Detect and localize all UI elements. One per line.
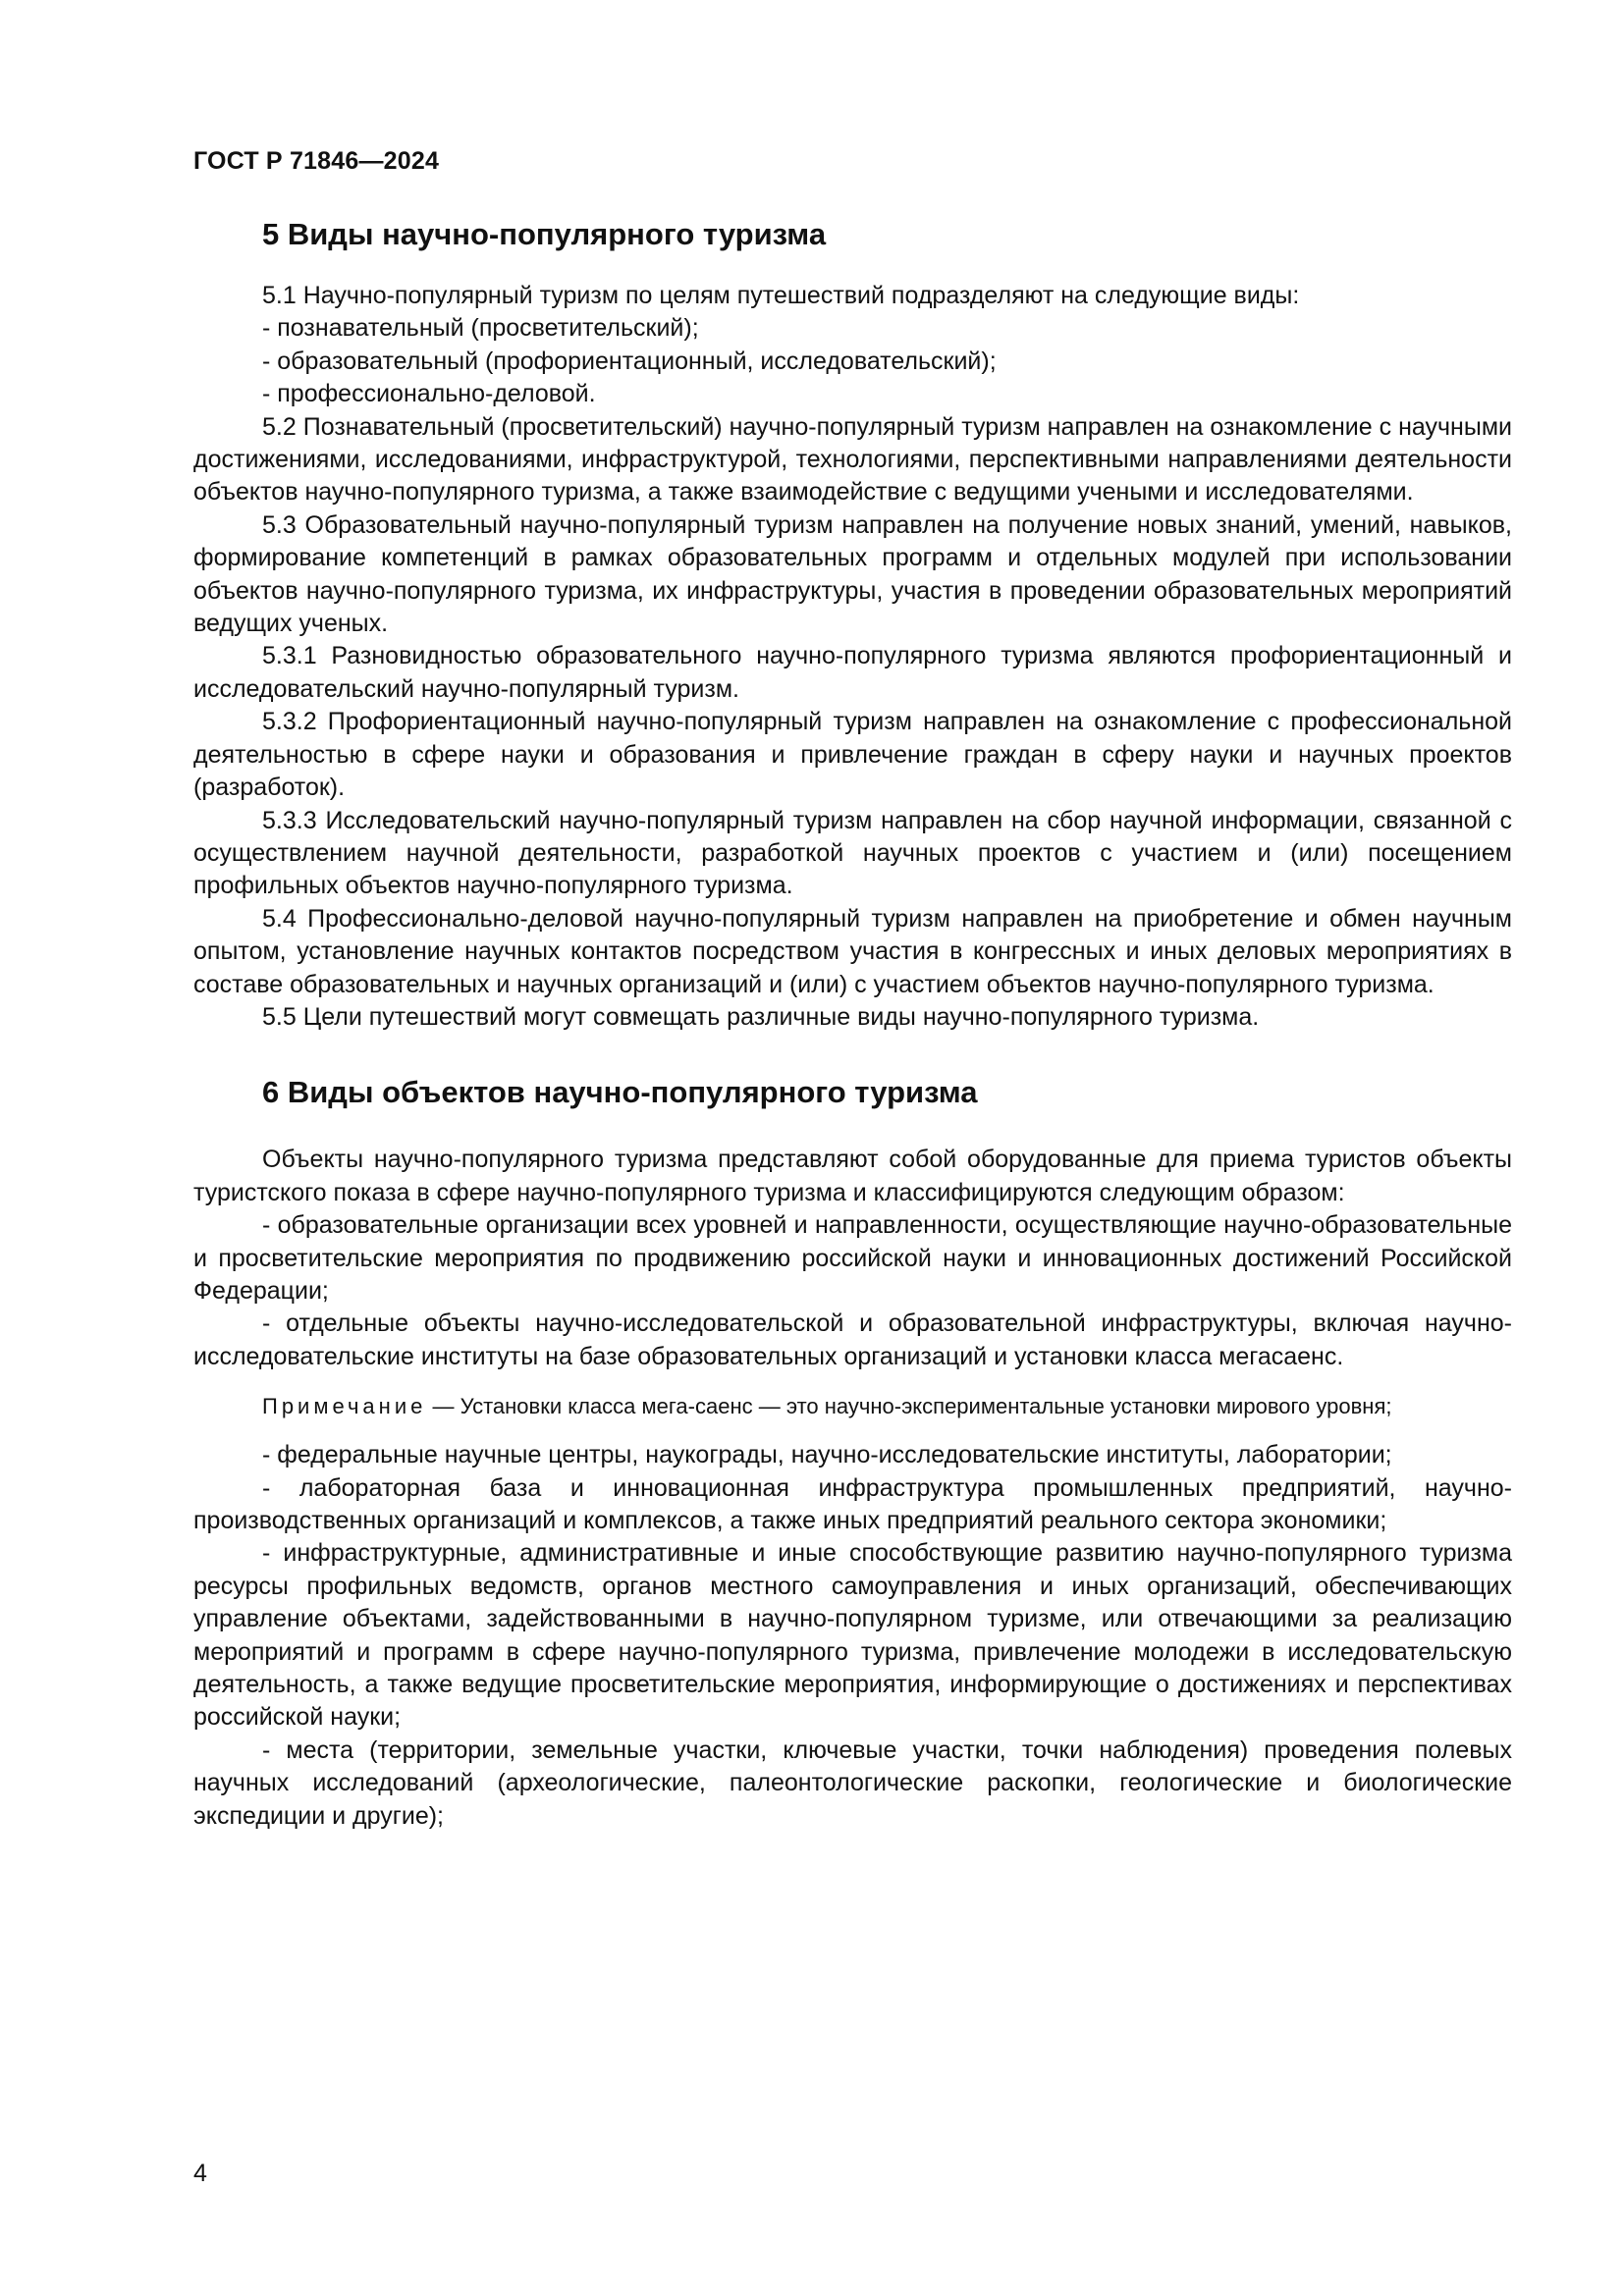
page-number: 4 bbox=[193, 2160, 207, 2187]
list-item-business: - профессионально-деловой. bbox=[262, 380, 596, 408]
paragraph-5-1: 5.1 Научно-популярный туризм по целям путешествий подразделяют на следующие виды: bbox=[262, 282, 1300, 309]
document-page bbox=[193, 147, 1512, 1833]
paragraph-5-3-1: 5.3.1 Разновидностью образовательного научно-популярного туризма являются профориентационный и исследовательский научно-популярный туризм. bbox=[193, 642, 1512, 703]
list-item: - федеральные научные центры, наукограды, научно-исследовательские институты, лаборатории; bbox=[262, 1441, 1392, 1469]
note bbox=[193, 1391, 1512, 1421]
paragraph-5-4: 5.4 Профессионально-деловой научно-популярный туризм направлен на приобретение и обмен научным опытом, установление научных контактов посредством участия в конгрессных и иных деловых мероприятиях в составе образовательных и научных организаций и (или) с участием объектов научно-популярного туризма. bbox=[193, 904, 1512, 998]
note-label: Примечание bbox=[262, 1394, 427, 1419]
paragraph-5-3-3: 5.3.3 Исследовательский научно-популярный туризм направлен на сбор научной информации, связанной с осуществлением научной деятельности, разработкой научных проектов с участием и (или) посещением профильных объектов научно-популярного туризма. bbox=[193, 806, 1512, 900]
section-5-title: 5 Виды научно-популярного туризма bbox=[262, 217, 827, 251]
paragraph-5-2: 5.2 Познавательный (просветительский) научно-популярный туризм направлен на ознакомление с научными достижениями, исследованиями, инфраструктурой, технологиями, перспективными направлениями деятельности объектов научно-популярного туризма, а также взаимодействие с ведущими учеными и исследователями. bbox=[193, 412, 1512, 507]
section-6-title: 6 Виды объектов научно-популярного туризма bbox=[262, 1075, 978, 1110]
list-item-cognitive: - познавательный (просветительский); bbox=[262, 314, 699, 343]
paragraph-5-3-2: 5.3.2 Профориентационный научно-популярный туризм направлен на ознакомление с профессиональной деятельностью в сфере науки и образования и привлечение граждан в сферу науки и научных проектов (разработок). bbox=[193, 708, 1512, 802]
list-item-educational: - образовательный (профориентационный, исследовательский); bbox=[262, 347, 997, 375]
section-6-intro: Объекты научно-популярного туризма представляют собой оборудованные для приема туристов объекты туристского показа в сфере научно-популярного туризма и классифицируются следующим образом: bbox=[193, 1146, 1512, 1206]
list-item: - образовательные организации всех уровней и направленности, осуществляющие научно-образовательные и просветительские мероприятия по продвижению российской науки и инновационных достижений Российской Федерации; bbox=[193, 1211, 1512, 1305]
paragraph-5-3: 5.3 Образовательный научно-популярный туризм направлен на получение новых знаний, умений, навыков, формирование компетенций в рамках образовательных программ и отдельных модулей при использовании объектов научно-популярного туризма, их инфраструктуры, участия в проведении образовательных мероприятий ведущих ученых. bbox=[193, 510, 1512, 638]
list-item: - инфраструктурные, административные и иные способствующие развитию научно-популярного туризма ресурсы профильных ведомств, органов местного самоуправления и иных организаций, обеспечивающих управление объектами, задействованными в научно-популярном туризме, или отвечающими за реализацию мероприятий и программ в сфере научно-популярного туризма, привлечение молодежи в исследовательскую деятельность, а также ведущие просветительские мероприятия, информирующие о достижениях и перспективах российской науки; bbox=[193, 1539, 1512, 1732]
document-header-code: ГОСТ Р 71846—2024 bbox=[193, 147, 440, 175]
list-item: - отдельные объекты научно-исследовательской и образовательной инфраструктуры, включая научно-исследовательские институты на базе образовательных организаций и установки класса мегасаенс. bbox=[193, 1309, 1512, 1370]
list-item: - лабораторная база и инновационная инфраструктура промышленных предприятий, научно-производственных организаций и комплексов, а также иных предприятий реального сектора экономики; bbox=[193, 1473, 1512, 1534]
list-item: - места (территории, земельные участки, ключевые участки, точки наблюдения) проведения полевых научных исследований (археологические, палеонтологические раскопки, геологические и биологические экспедиции и другие); bbox=[193, 1735, 1512, 1830]
note-text: — Установки класса мега-саенс — это научно-экспериментальные установки мирового уровня; bbox=[426, 1394, 1392, 1419]
paragraph-5-5: 5.5 Цели путешествий могут совмещать различные виды научно-популярного туризма. bbox=[262, 1002, 1260, 1031]
